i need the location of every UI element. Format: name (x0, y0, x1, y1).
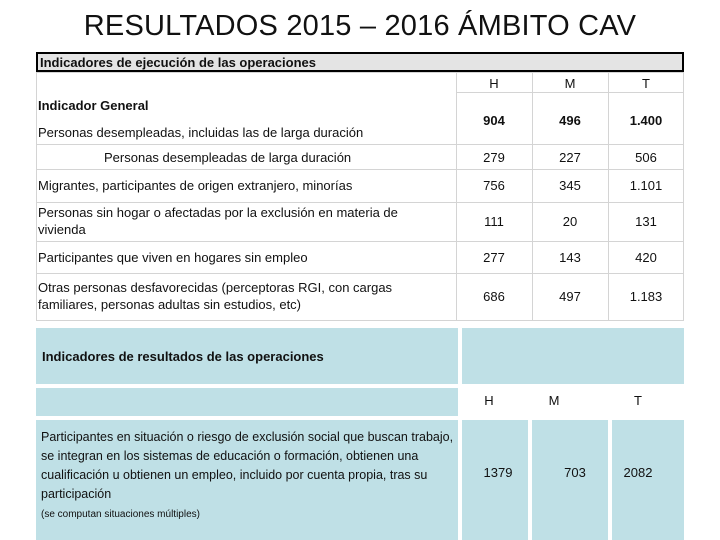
cell-h: 111 (484, 214, 504, 229)
row-divider (456, 92, 684, 93)
results-cell-h: 1379 (483, 465, 513, 480)
cell-t: 1.101 (629, 178, 663, 193)
results-column-header-t: T (634, 393, 642, 408)
cell-h: 904 (483, 113, 505, 128)
results-subheader-cell (36, 388, 458, 416)
cell-m: 496 (559, 113, 581, 128)
cell-m: 20 (562, 214, 578, 229)
results-cell-m: 703 (564, 465, 586, 480)
column-divider (608, 72, 609, 321)
cell-m: 227 (559, 150, 581, 165)
results-column-header-m: M (548, 393, 560, 408)
cell-t: 1.183 (629, 289, 663, 304)
results-indicators-table (36, 326, 684, 540)
execution-indicators-table (36, 52, 684, 322)
row-divider (36, 273, 684, 274)
row-divider (36, 202, 684, 203)
column-header-m: M (564, 76, 576, 91)
row-divider (36, 241, 684, 242)
results-row-label: Participantes en situación o riesgo de exclusión social que buscan trabajo, se integran en los sistemas de educación o formación, obtienen una cualificación u obtienen un empleo, incluido por cuenta propia, tras su participación (41, 430, 454, 501)
results-header-cell (462, 328, 684, 384)
cell-t: 1.400 (629, 113, 663, 128)
cell-m: 497 (559, 289, 581, 304)
row-divider (36, 144, 684, 145)
cell-t: 131 (635, 214, 657, 229)
cell-m: 143 (559, 250, 581, 265)
row-label: Personas sin hogar o afectadas por la exclusión en materia de vivienda (38, 205, 398, 237)
results-cell-h-bg (462, 420, 528, 540)
row-label: Personas desempleadas, incluidas las de larga duración (38, 125, 364, 140)
results-cell-m-bg (532, 420, 608, 540)
results-cell-t-bg (612, 420, 684, 540)
row-divider (36, 320, 684, 321)
column-divider (532, 72, 533, 321)
results-row-note: (se computan situaciones múltiples) (41, 509, 200, 520)
cell-m: 345 (559, 178, 581, 193)
column-divider (456, 72, 457, 321)
row-label: Personas desempleadas de larga duración (104, 150, 352, 165)
column-divider (683, 72, 684, 321)
cell-h: 686 (483, 289, 505, 304)
cell-h: 277 (483, 250, 505, 265)
results-cell-t: 2082 (623, 465, 653, 480)
row-label: Otras personas desfavorecidas (perceptoras RGI, con cargas familiares, personas adultas sin estudios, etc) (38, 280, 393, 312)
row-label: Migrantes, participantes de origen extranjero, minorías (38, 178, 353, 193)
column-divider (36, 72, 37, 321)
execution-table-header: Indicadores de ejecución de las operaciones (36, 52, 684, 72)
cell-h: 756 (483, 178, 505, 193)
results-column-header-h: H (484, 393, 494, 408)
column-header-h: H (489, 76, 499, 91)
results-table-header: Indicadores de resultados de las operaciones (42, 349, 324, 364)
cell-h: 279 (483, 150, 505, 165)
row-divider (36, 72, 684, 73)
cell-t: 506 (635, 150, 657, 165)
row-label: Participantes que viven en hogares sin empleo (38, 250, 308, 265)
cell-t: 420 (635, 250, 657, 265)
column-header-t: T (642, 76, 650, 91)
row-divider (36, 169, 684, 170)
page-title: RESULTADOS 2015 – 2016 ÁMBITO CAV (83, 10, 637, 42)
general-indicator-label: Indicador General (38, 98, 149, 113)
